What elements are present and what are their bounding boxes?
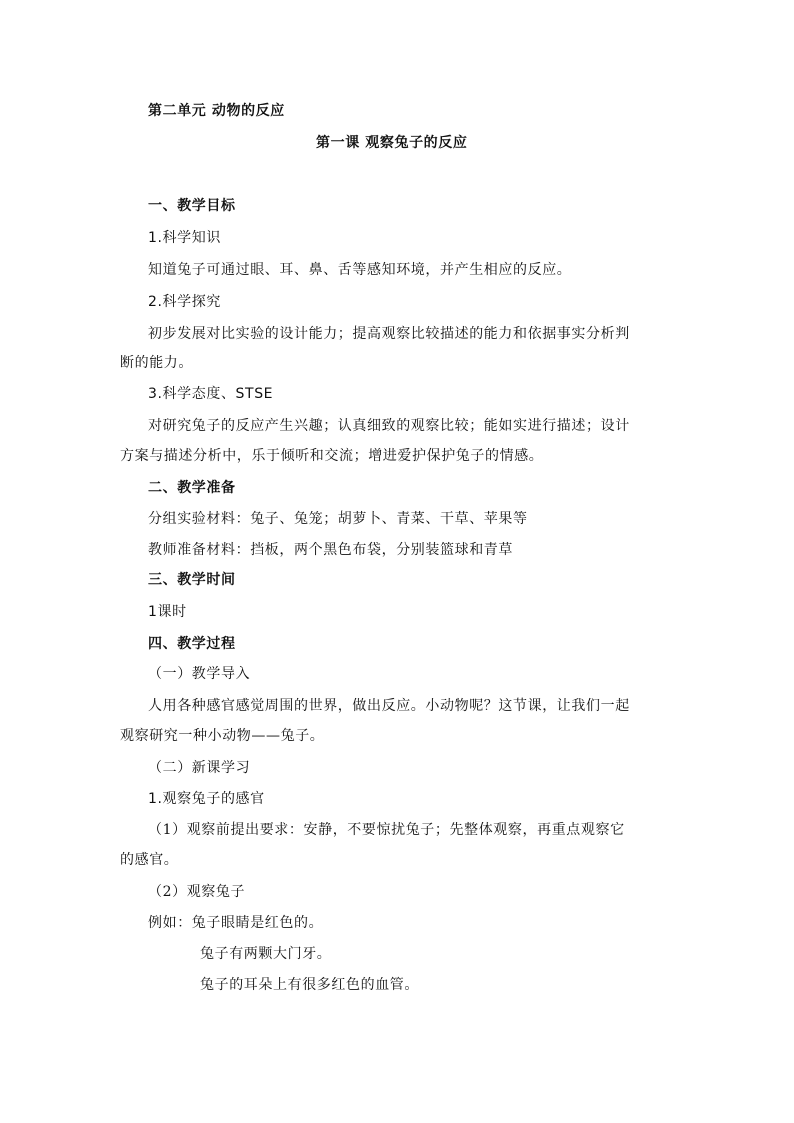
- section-heading-prep: 二、教学准备: [148, 480, 236, 496]
- section-heading-goals: 一、教学目标: [148, 198, 236, 214]
- subheading-new-lesson: （二）新课学习: [148, 760, 251, 776]
- section-heading-time: 三、教学时间: [148, 572, 236, 588]
- intro-text-line-2: 观察研究一种小动物——兔子。: [120, 728, 325, 744]
- group-materials-text: 分组实验材料：兔子、兔笼；胡萝卜、青菜、干草、苹果等: [148, 511, 528, 527]
- attitude-text-line-2: 方案与描述分析中，乐于倾听和交流；增进爱护保护兔子的情感。: [120, 448, 544, 464]
- step1-text-line-2: 的感官。: [120, 852, 179, 868]
- example-line-3: 兔子的耳朵上有很多红色的血管。: [200, 977, 419, 993]
- lesson-title: 第一课 观察兔子的反应: [316, 135, 468, 151]
- attitude-text-line-1: 对研究兔子的反应产生兴趣；认真细致的观察比较；能如实进行描述；设计: [148, 418, 630, 434]
- unit-title: 第二单元 动物的反应: [148, 103, 285, 119]
- example-line-1: 例如：兔子眼睛是红色的。: [148, 915, 324, 931]
- knowledge-text: 知道兔子可通过眼、耳、鼻、舌等感知环境，并产生相应的反应。: [148, 262, 572, 278]
- time-value: 1课时: [148, 604, 187, 620]
- inquiry-text-line-2: 断的能力。: [120, 355, 193, 371]
- step1-text-line-1: （1）观察前提出要求：安静，不要惊扰兔子；先整体观察，再重点观察它: [148, 822, 625, 838]
- subheading-inquiry: 2.科学探究: [148, 294, 221, 310]
- subheading-observe-senses: 1.观察兔子的感官: [148, 791, 265, 807]
- subheading-knowledge: 1.科学知识: [148, 230, 221, 246]
- subheading-intro: （一）教学导入: [148, 666, 251, 682]
- section-heading-process: 四、教学过程: [148, 636, 236, 652]
- inquiry-text-line-1: 初步发展对比实验的设计能力；提高观察比较描述的能力和依据事实分析判: [148, 326, 630, 342]
- subheading-observe-rabbit: （2）观察兔子: [148, 884, 246, 900]
- teacher-materials-text: 教师准备材料：挡板，两个黑色布袋，分别装篮球和青草: [148, 542, 513, 558]
- intro-text-line-1: 人用各种感官感觉周围的世界，做出反应。小动物呢？这节课，让我们一起: [148, 698, 630, 714]
- subheading-attitude: 3.科学态度、STSE: [148, 386, 274, 402]
- example-line-2: 兔子有两颗大门牙。: [200, 946, 332, 962]
